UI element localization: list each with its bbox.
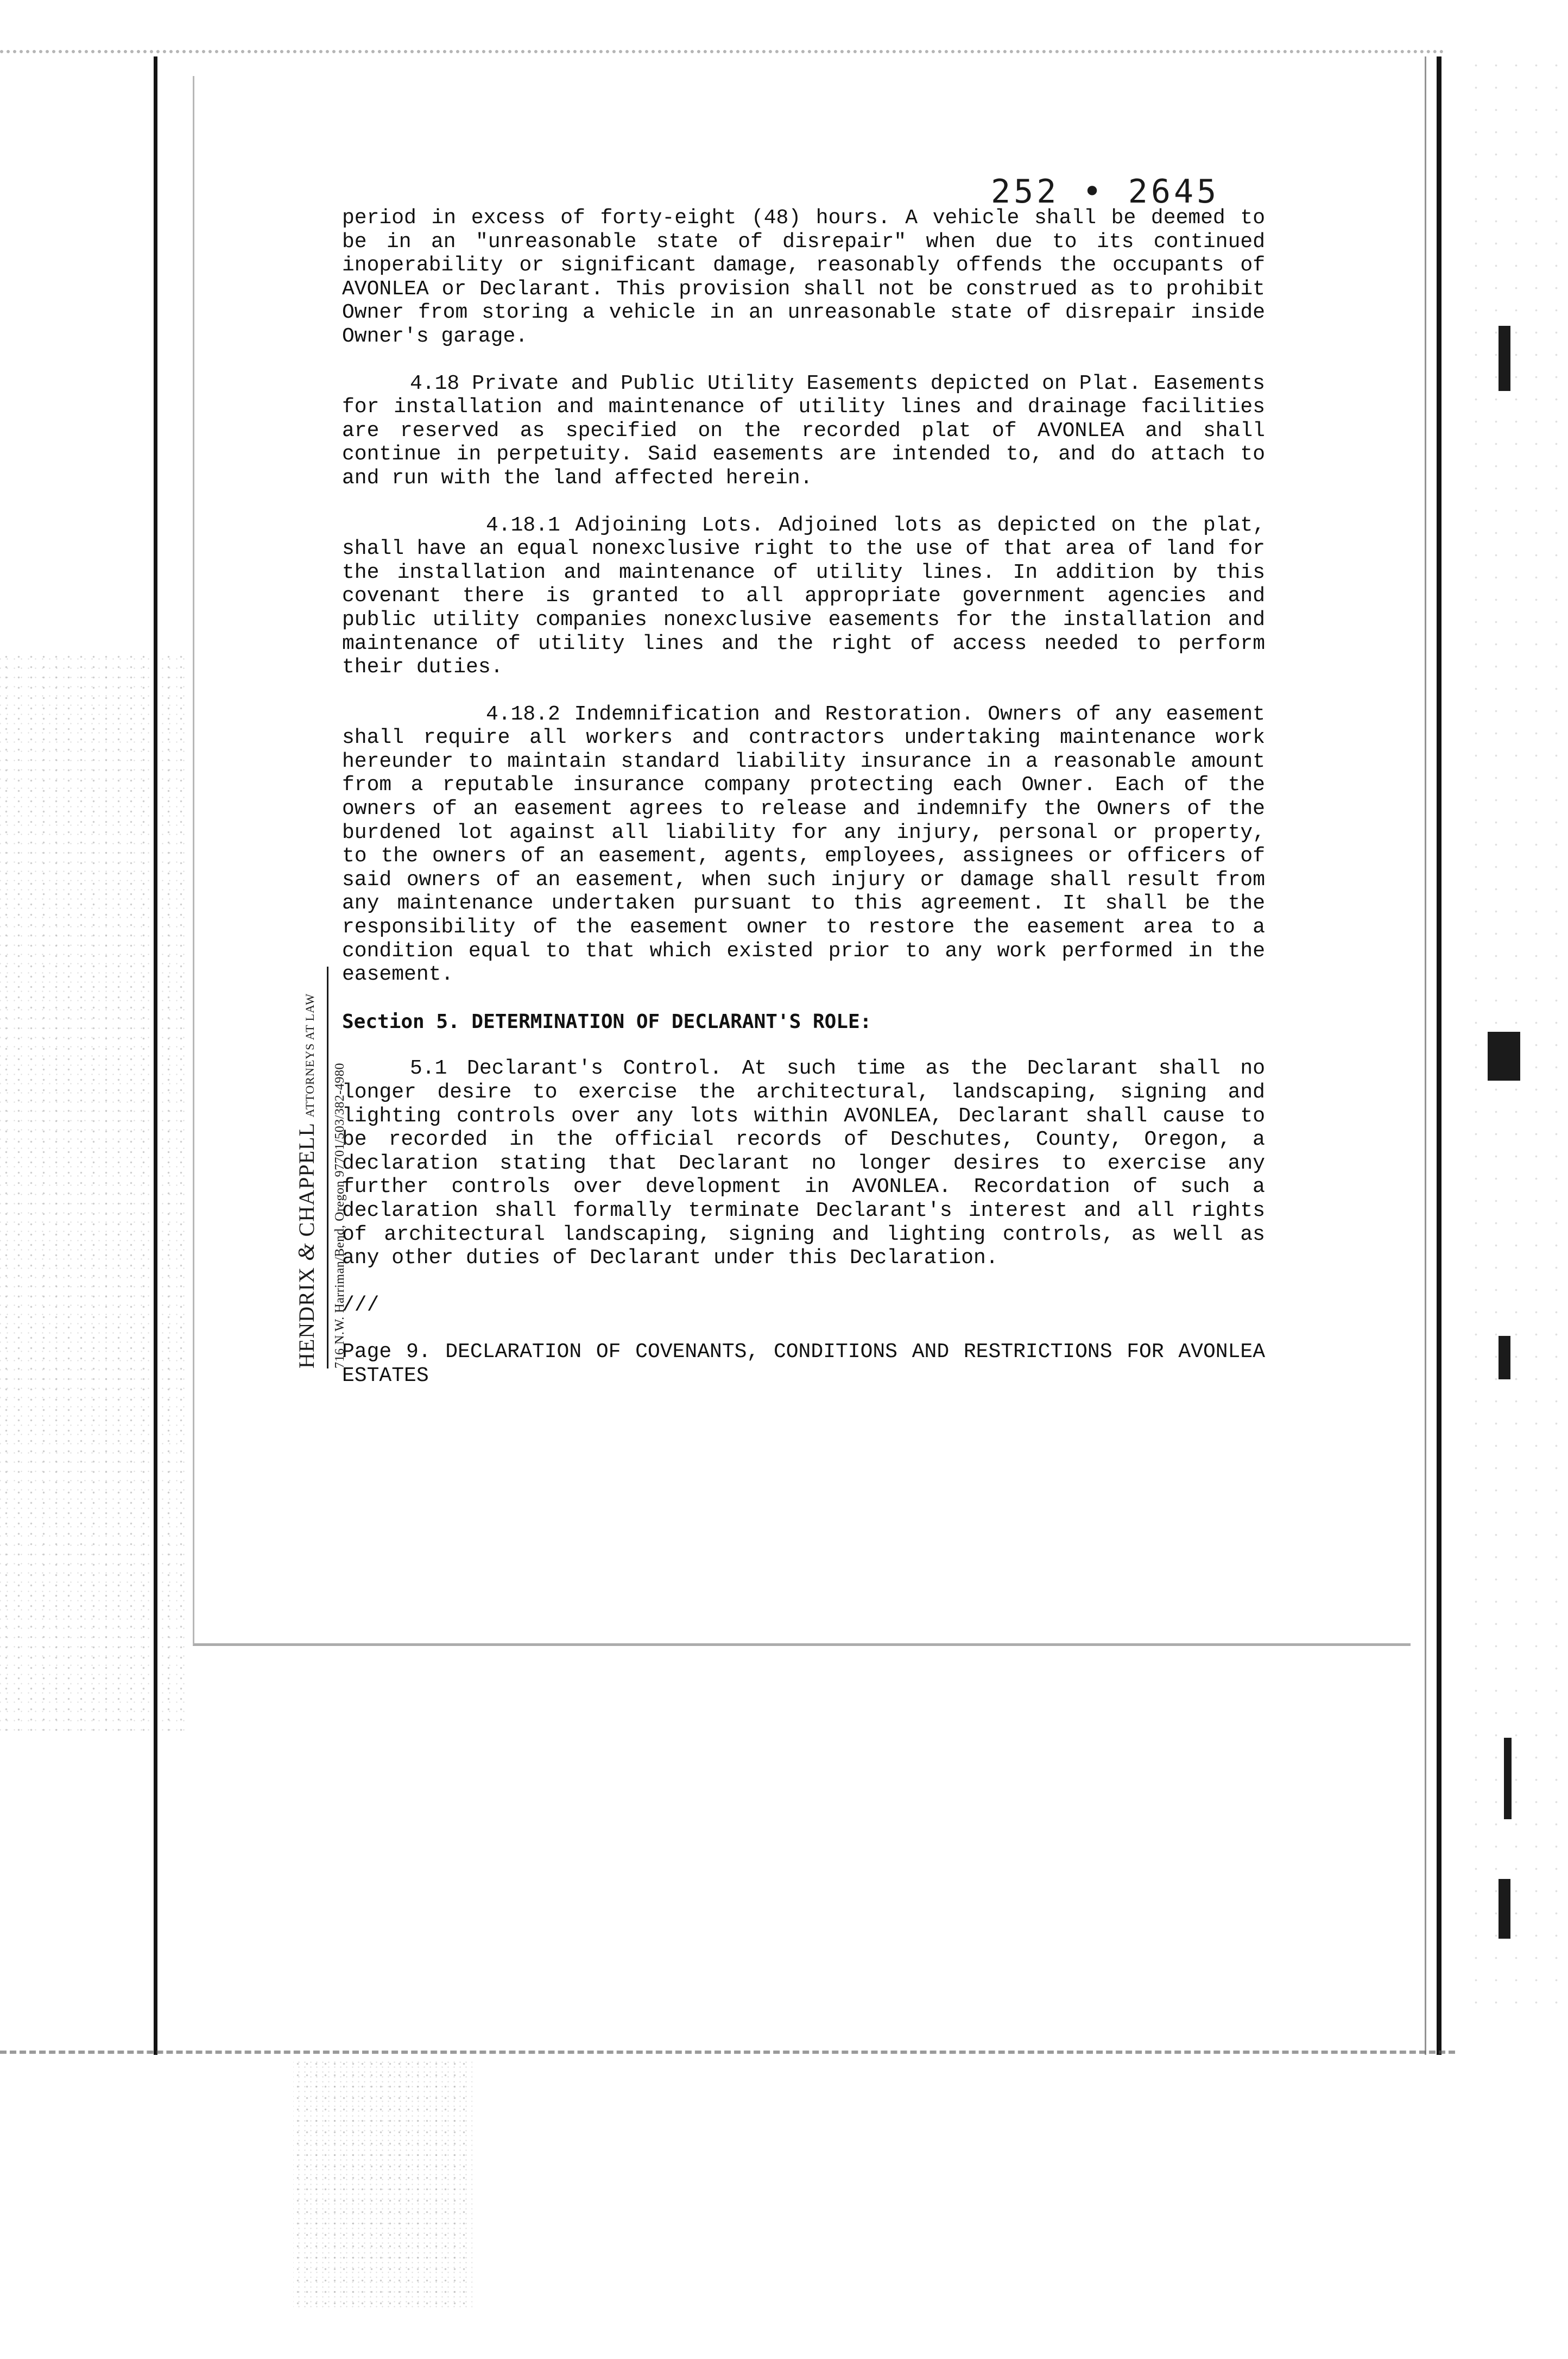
firm-address: 716 N.W. Harriman/Bend, Oregon 97701/503/382-4980 (333, 1063, 347, 1368)
firm-name (293, 945, 324, 1368)
scan-mark (1499, 1336, 1510, 1379)
scan-mark (1499, 326, 1510, 391)
scan-frame-right (1437, 56, 1441, 2055)
document-body (342, 206, 1265, 1388)
firm-name-part-1: HENDRIX (294, 1267, 319, 1368)
paragraph-4-18-2: 4.18.2 Indemnification and Restoration. Owners of any easement shall require all workers and contractors undertaking maintenance work hereunder to maintain standard liability insurance in a reasonable amount from a reputable insurance company protecting each Owner. Each of the owners of an easement agrees to release and indemnify the Owners of the burdened lot against all liability for any injury, personal or property, to the owners of an easement, agents, employees, assignees or officers of said owners of an easement, when such injury or damage shall result from any maintenance undertaken pursuant to this agreement. It shall be the responsibility of the easement owner to restore the easement area to a condition equal to that which existed prior to any work performed in the easement. (342, 702, 1265, 987)
scan-frame-right-inner (1425, 56, 1426, 2055)
firm-name-part-2: CHAPPELL (294, 1123, 319, 1237)
firm-ampersand: & (294, 1242, 319, 1262)
paragraph-continued: period in excess of forty-eight (48) hours. A vehicle shall be deemed to be in an "unreasonable state of disrepair" when due to its continued inoperability or significant damage, reasonably offends the occupants of AVONLEA or Declarant. This provision shall not be construed as to prohibit Owner from storing a vehicle in an unreasonable state of disrepair inside Owner's garage. (342, 206, 1265, 348)
scan-mark (1488, 1032, 1520, 1081)
section-5-heading: Section 5. DETERMINATION OF DECLARANT'S ROLE: (342, 1010, 872, 1033)
paragraph-5-1: 5.1 Declarant's Control. At such time as the Declarant shall no longer desire to exercise the architectural, landscaping, signing and lighting controls over any lots within AVONLEA, Declarant shall cause to be recorded in the official records of Deschutes, County, Oregon, a declaration stating that Declarant no longer desires to exercise any further controls over development in AVONLEA. Recordation of such a declaration shall formally terminate Declarant's interest and all rights of architectural landscaping, signing and lighting controls, as well as any other duties of Declarant under this Declaration. (342, 1057, 1265, 1270)
paragraph-4-18: 4.18 Private and Public Utility Easements depicted on Plat. Easements for installation and maintenance of utility lines and drainage facilities are reserved as specified on the recorded plat of AVONLEA and shall continue in perpetuity. Said easements are intended to, and do attach to and run with the land affected herein. (342, 371, 1265, 490)
letterhead-rule (327, 967, 328, 1368)
paragraph-4-18-1: 4.18.1 Adjoining Lots. Adjoined lots as depicted on the plat, shall have an equal nonexclusive right to the use of that area of land for the installation and maintenance of utility lines. In addition by this covenant there is granted to all appropriate government agencies and public utility companies nonexclusive easements for the installation and maintenance of utility lines and the right of access needed to perform their duties. (342, 513, 1265, 679)
page-footer: Page 9. DECLARATION OF COVENANTS, CONDITIONS AND RESTRICTIONS FOR AVONLEA ESTATES (342, 1340, 1265, 1387)
scan-bottom-edge (0, 2051, 1455, 2058)
scan-top-edge (0, 50, 1444, 59)
firm-tagline: ATTORNEYS AT LAW (303, 993, 317, 1118)
continuation-mark: /// (342, 1293, 380, 1317)
scan-mark (1504, 1738, 1512, 1819)
scan-mark (1499, 1879, 1510, 1939)
scan-noise-bottom (293, 2058, 472, 2308)
scan-frame-left (154, 56, 157, 2055)
recording-number: 252 • 2645 (991, 173, 1220, 211)
